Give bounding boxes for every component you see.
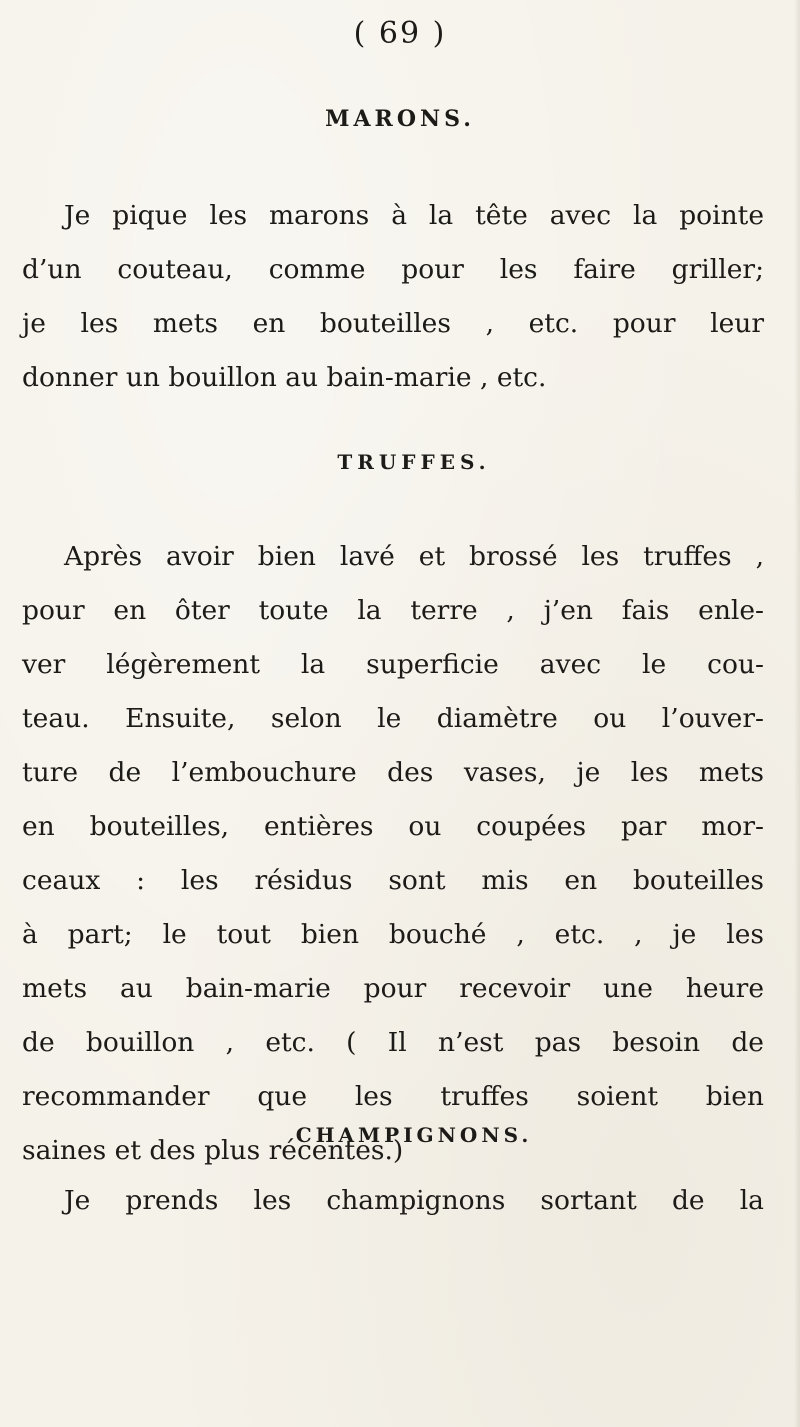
text-line: Je pique les marons à la tête avec la pointe: [64, 200, 764, 231]
text-line: de bouillon , etc. ( Il n’est pas besoin de: [22, 1027, 764, 1058]
text-line: donner un bouillon au bain-marie , etc.: [22, 362, 547, 393]
text-line: je les mets en bouteilles , etc. pour leur: [22, 308, 764, 339]
paragraph-truffes: [22, 530, 764, 1178]
text-line: à part; le tout bien bouché , etc. , je les: [22, 919, 764, 950]
text-line: pour en ôter toute la terre , j’en fais enle-: [22, 595, 764, 626]
section-heading-truffes: TRUFFES.: [337, 450, 491, 474]
text-line: ver légèrement la superficie avec le cou-: [22, 649, 764, 680]
text-line: teau. Ensuite, selon le diamètre ou l’ouver-: [22, 703, 764, 734]
text-line: ture de l’embouchure des vases, je les mets: [22, 757, 764, 788]
section-heading-marons: MARONS.: [325, 106, 475, 132]
page-number: ( 69 ): [353, 16, 447, 51]
text-line: saines et des plus récentes.): [22, 1135, 404, 1166]
text-line: en bouteilles, entières ou coupées par mor-: [22, 811, 764, 842]
page-edge-shadow: [794, 0, 800, 1427]
text-line: recommander que les truffes soient bien: [22, 1081, 764, 1112]
section-heading-champignons: CHAMPIGNONS.: [295, 1123, 533, 1147]
text-line: Après avoir bien lavé et brossé les truffes ,: [64, 541, 764, 572]
text-line: mets au bain-marie pour recevoir une heure: [22, 973, 764, 1004]
paragraph-champignons: [22, 1174, 764, 1228]
paragraph-marons: [22, 189, 764, 405]
text-line: d’un couteau, comme pour les faire griller;: [22, 254, 764, 285]
text-line: ceaux : les résidus sont mis en bouteilles: [22, 865, 764, 896]
text-line: Je prends les champignons sortant de la: [64, 1185, 764, 1216]
